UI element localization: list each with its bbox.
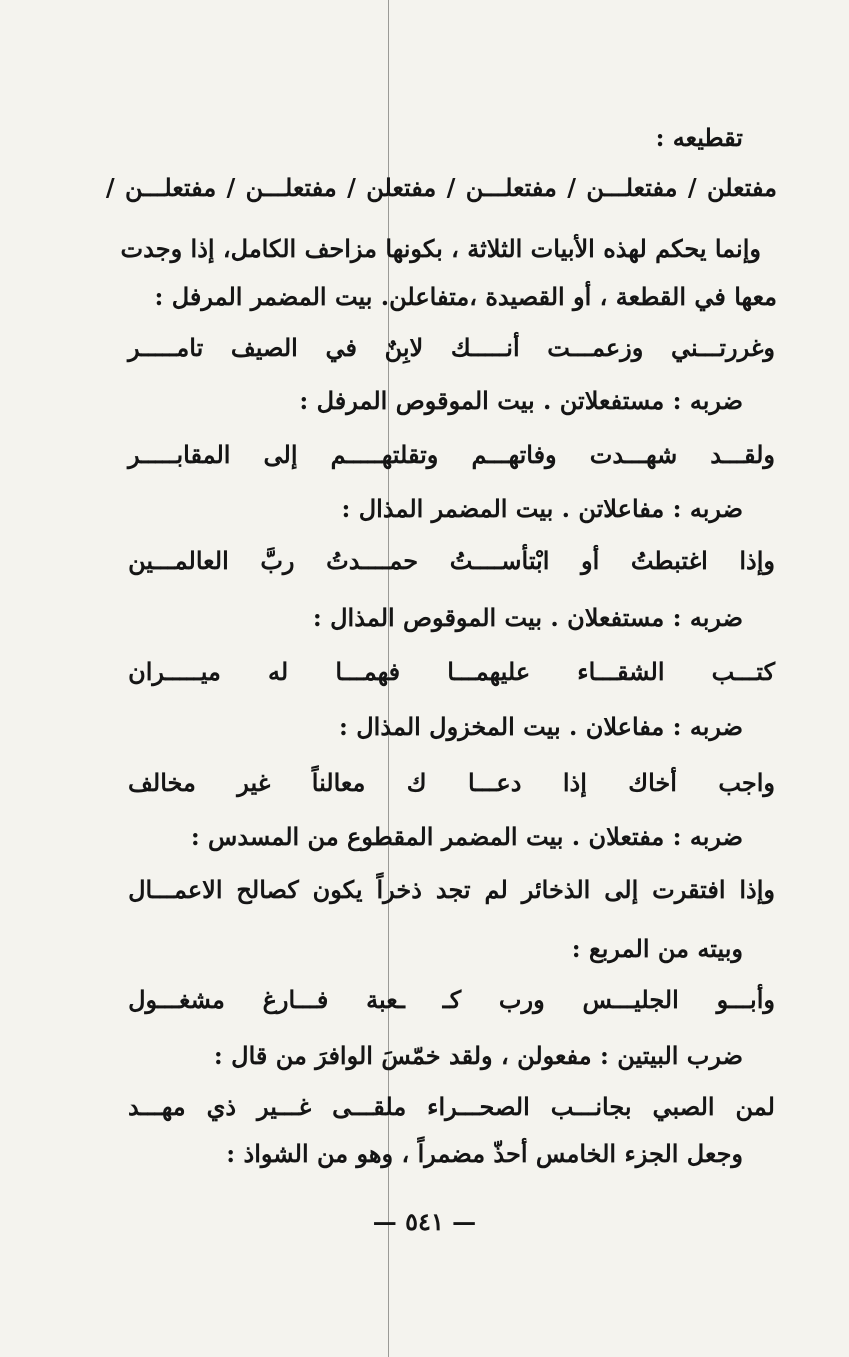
verse-word: ـعبة: [366, 985, 405, 1014]
verse-word: ذي: [206, 1092, 237, 1121]
verse-word: ولقـــد: [710, 440, 775, 469]
verse-word: تجد: [435, 875, 471, 904]
verse-word: ورب: [498, 985, 545, 1014]
verse-word: الصبي: [652, 1092, 715, 1121]
verse-word: الصحـــراء: [427, 1092, 530, 1121]
text-line-8: ضربه : مفاعلاتن . بيت المضمر المذال :: [341, 494, 743, 523]
verse-word: افتقرت: [652, 875, 726, 904]
text-line-16: وبيته من المربع :: [571, 934, 743, 963]
verse-line-4: [128, 657, 775, 686]
verse-word: لمن: [735, 1092, 775, 1121]
verse-word: إلى: [263, 440, 298, 469]
verse-word: وزعمـــت: [547, 333, 644, 362]
verse-word: غير: [237, 768, 271, 797]
verse-word: الصيف: [230, 333, 298, 362]
verse-word: وأبـــو: [716, 985, 775, 1014]
text-line-6: ضربه : مستفعلاتن . بيت الموقوص المرفل :: [299, 386, 743, 415]
verse-word: ملقـــى: [332, 1092, 407, 1121]
verse-word: مخالف: [128, 768, 196, 797]
text-line-1: تقطيعه :: [655, 123, 743, 152]
verse-word: فـــارغ: [262, 985, 329, 1014]
verse-word: حمــــدتُ: [326, 546, 419, 575]
verse-word: كـ: [442, 985, 462, 1014]
verse-word: كصالح: [236, 875, 299, 904]
verse-word: وإذا: [739, 875, 775, 904]
verse-word: ابْتأســــتُ: [449, 546, 550, 575]
verse-word: أنـــــك: [450, 333, 520, 362]
verse-word: الجليـــس: [582, 985, 679, 1014]
text-line-3: وإنما يحكم لهذه الأبيات الثلاثة ، بكونها مزاحف الكامل، إذا وجدت: [120, 234, 761, 263]
verse-word: يكون: [312, 875, 363, 904]
verse-word: وإذا: [739, 546, 775, 575]
verse-word: ربَّ: [260, 546, 295, 575]
verse-word: بجانـــب: [550, 1092, 632, 1121]
text-line-20: وجعل الجزء الخامس أحذّ مضمراً ، وهو من الشواذ :: [226, 1139, 743, 1168]
text-line-12: ضربه : مفاعلان . بيت المخزول المذال :: [339, 712, 743, 741]
verse-word: اغتبطتُ: [630, 546, 708, 575]
verse-word: تامـــــر: [128, 333, 204, 362]
verse-line-5: [128, 768, 775, 797]
verse-word: وغررتـــني: [671, 333, 775, 362]
verse-word: معالناً: [311, 768, 366, 797]
verse-word: أو: [580, 546, 600, 575]
verse-word: إلى: [604, 875, 639, 904]
verse-word: كتـــب: [711, 657, 775, 686]
verse-line-3: [128, 546, 775, 575]
verse-word: الذخائر: [521, 875, 591, 904]
verse-word: وتقلتهـــــم: [330, 440, 439, 469]
verse-word: وفاتهـــم: [471, 440, 557, 469]
verse-line-1: [128, 333, 775, 362]
verse-word: له: [268, 657, 289, 686]
verse-word: الاعمـــال: [128, 875, 223, 904]
verse-word: مهـــد: [128, 1092, 186, 1121]
verse-line-7: [128, 985, 775, 1014]
text-line-2: مفتعلن / مفتعلـــن / مفتعلـــن / مفتعلن / مفتعلـــن / مفتعلـــن /: [105, 173, 777, 202]
text-line-4: معها في القطعة ، أو القصيدة ،متفاعلن. بيت المضمر المرفل :: [154, 282, 777, 311]
verse-word: ذخراً: [376, 875, 422, 904]
verse-word: غـــير: [257, 1092, 312, 1121]
verse-line-6: [128, 875, 775, 904]
verse-word: دعـــا: [468, 768, 522, 797]
verse-word: لم: [484, 875, 508, 904]
verse-word: مشغـــول: [128, 985, 225, 1014]
verse-word: المقابـــــر: [128, 440, 231, 469]
verse-word: شهـــدت: [589, 440, 678, 469]
verse-word: في: [325, 333, 357, 362]
verse-word: إذا: [562, 768, 587, 797]
verse-word: فهمـــا: [335, 657, 401, 686]
verse-word: الشقـــاء: [577, 657, 665, 686]
verse-word: واجب: [718, 768, 775, 797]
text-line-10: ضربه : مستفعلان . بيت الموقوص المذال :: [312, 603, 743, 632]
verse-word: ميـــــران: [128, 657, 221, 686]
verse-line-8: [128, 1092, 775, 1121]
text-line-18: ضرب البيتين : مفعولن ، ولقد خمّسَ الوافرَ من قال :: [213, 1041, 743, 1070]
text-line-14: ضربه : مفتعلان . بيت المضمر المقطوع من المسدس :: [190, 822, 743, 851]
verse-word: لابِنٌ: [384, 333, 424, 362]
verse-word: أخاك: [628, 768, 677, 797]
verse-line-2: [128, 440, 775, 469]
page-number: — ٥٤١ —: [372, 1207, 477, 1236]
verse-word: ك: [406, 768, 427, 797]
verse-word: عليهمـــا: [447, 657, 531, 686]
verse-word: العالمـــين: [128, 546, 229, 575]
